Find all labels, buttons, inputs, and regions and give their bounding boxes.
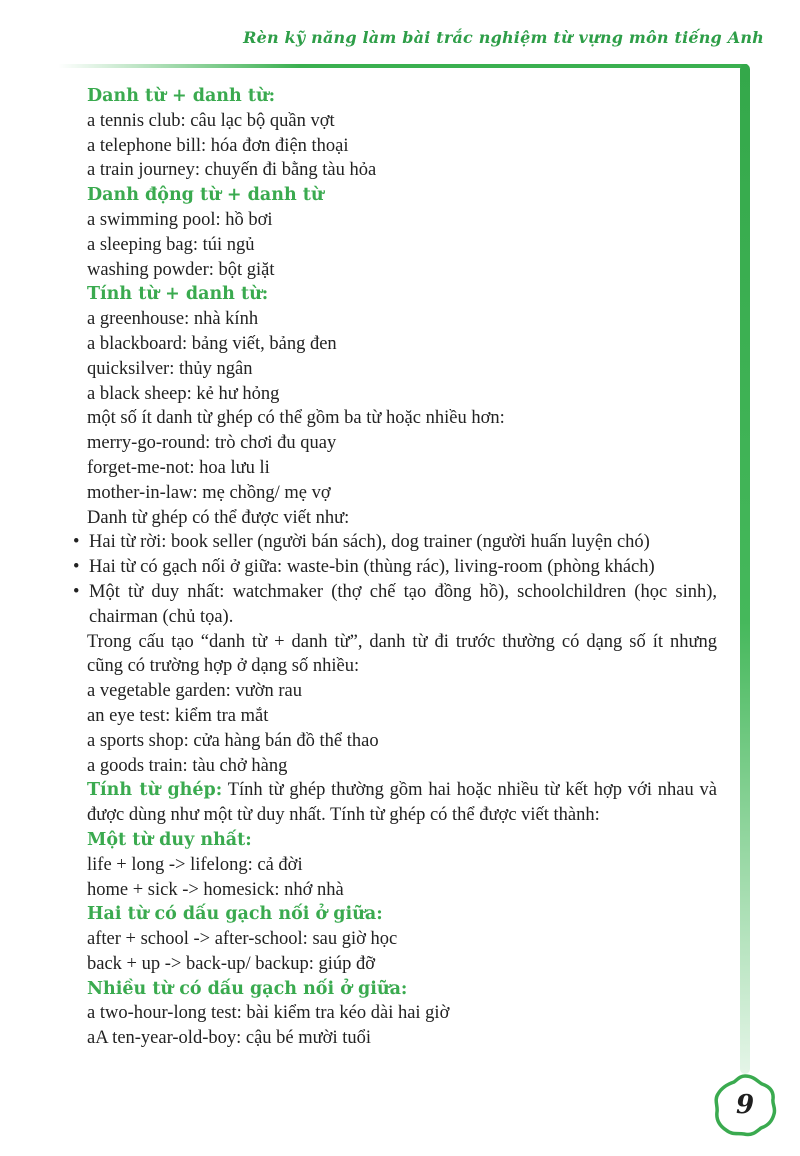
compound-adjective-label: Tính từ ghép: [87, 780, 223, 801]
bullet-icon: • [73, 557, 80, 578]
bullet-text: Một từ duy nhất: watchmaker (thợ chế tạo đồng hồ), schoolchildren (học sinh), chairman (chủ tọa). [89, 581, 717, 627]
note-line: Danh từ ghép có thể được viết như: [87, 507, 350, 528]
section-heading: Danh động từ + danh từ [87, 185, 324, 206]
section-heading: Nhiều từ có dấu gạch nối ở giữa: [87, 978, 408, 999]
example-line: a sleeping bag: túi ngủ [87, 234, 255, 255]
example-line: quicksilver: thủy ngân [87, 358, 253, 379]
example-line: a sports shop: cửa hàng bán đồ thể thao [87, 730, 379, 751]
page-number: 9 [735, 1090, 755, 1120]
example-line: a greenhouse: nhà kính [87, 309, 259, 330]
bullet-item [73, 555, 717, 580]
section-heading: Một từ duy nhất: [87, 829, 252, 850]
compound-adjective-text: Tính từ ghép thường gồm hai hoặc nhiều từ kết hợp với nhau và được dùng như một từ duy nhất. Tính từ ghép có thể được viết thành: [87, 780, 717, 826]
page-number-badge [712, 1072, 778, 1138]
example-line: after + school -> after-school: sau giờ học [87, 929, 398, 950]
bullet-icon: • [73, 532, 80, 553]
bullet-item [73, 580, 717, 630]
example-line: forget-me-not: hoa lưu li [87, 457, 270, 478]
example-line: a goods train: tàu chở hàng [87, 755, 288, 776]
example-line: a train journey: chuyến đi bằng tàu hỏa [87, 160, 377, 181]
example-line: a telephone bill: hóa đơn điện thoại [87, 135, 349, 156]
bullet-text: Hai từ có gạch nối ở giữa: waste-bin (thùng rác), living-room (phòng khách) [89, 557, 655, 578]
side-decoration-bar [740, 64, 750, 1074]
example-line: a two-hour-long test: bài kiểm tra kéo dài hai giờ [87, 1003, 450, 1024]
running-header: Rèn kỹ năng làm bài trắc nghiệm từ vựng môn tiếng Anh [243, 28, 764, 47]
page-body [73, 84, 717, 1051]
example-line: aA ten-year-old-boy: cậu bé mười tuổi [87, 1028, 372, 1049]
example-line: washing powder: bột giặt [87, 259, 275, 280]
example-line: back + up -> back-up/ backup: giúp đỡ [87, 953, 376, 974]
note-paragraph: Trong cấu tạo “danh từ + danh từ”, danh từ đi trước thường có dạng số ít nhưng cũng có trường hợp ở dạng số nhiều: [87, 631, 717, 677]
bullet-item [73, 530, 717, 555]
example-line: a vegetable garden: vườn rau [87, 681, 302, 702]
example-line: home + sick -> homesick: nhớ nhà [87, 879, 344, 900]
example-line: a swimming pool: hồ bơi [87, 209, 273, 230]
note-line: một số ít danh từ ghép có thể gồm ba từ hoặc nhiều hơn: [87, 408, 505, 429]
bullet-icon: • [73, 581, 80, 602]
section-heading: Danh từ + danh từ: [87, 86, 276, 106]
example-line: a tennis club: câu lạc bộ quần vợt [87, 110, 335, 131]
section-heading: Hai từ có dấu gạch nối ở giữa: [87, 904, 383, 925]
bullet-text: Hai từ rời: book seller (người bán sách), dog trainer (người huấn luyện chó) [89, 532, 650, 553]
section-heading: Tính từ + danh từ: [87, 284, 269, 305]
header-rule [58, 64, 748, 68]
example-line: merry-go-round: trò chơi đu quay [87, 433, 337, 454]
example-line: a black sheep: kẻ hư hỏng [87, 383, 280, 404]
example-line: a blackboard: bảng viết, bảng đen [87, 333, 337, 354]
example-line: life + long -> lifelong: cả đời [87, 854, 303, 875]
example-line: an eye test: kiểm tra mắt [87, 705, 269, 726]
compound-adjective-paragraph [87, 778, 717, 828]
example-line: mother-in-law: mẹ chồng/ mẹ vợ [87, 482, 331, 503]
